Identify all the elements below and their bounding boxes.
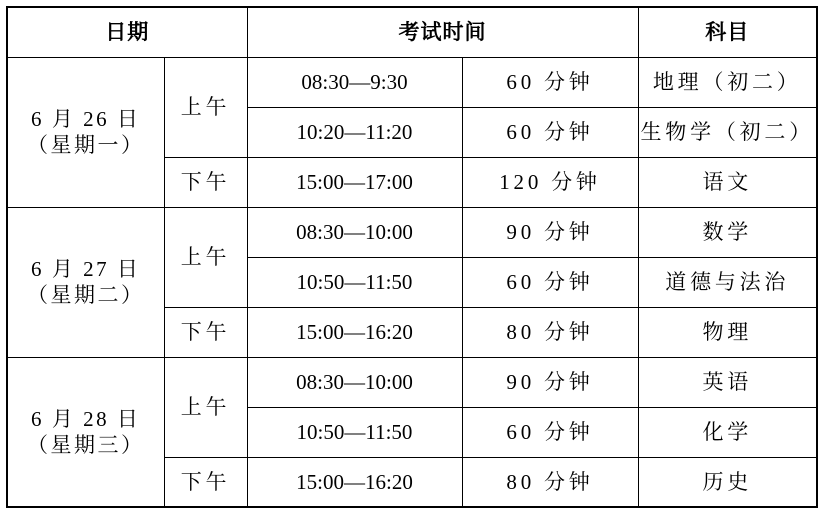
duration-cell: 120 分钟 — [462, 157, 638, 207]
session-cell-morning: 上午 — [164, 207, 247, 307]
date-line-2: （星期三） — [26, 432, 145, 457]
exam-time-cell: 10:50—11:50 — [247, 257, 462, 307]
date-line-1: 6 月 27 日 — [31, 256, 141, 281]
date-cell-jun26 — [7, 57, 164, 207]
exam-time-cell: 10:20—11:20 — [247, 107, 462, 157]
session-cell-morning: 上午 — [164, 357, 247, 457]
duration-cell: 60 分钟 — [462, 407, 638, 457]
duration-cell: 90 分钟 — [462, 357, 638, 407]
date-line-1: 6 月 28 日 — [31, 406, 141, 431]
exam-time-cell: 08:30—10:00 — [247, 207, 462, 257]
exam-time-cell: 15:00—16:20 — [247, 457, 462, 507]
exam-schedule-table — [6, 6, 818, 508]
table-row — [7, 357, 817, 407]
date-line-1: 6 月 26 日 — [31, 106, 141, 131]
date-line-2: （星期二） — [26, 283, 145, 307]
date-line-2: （星期一） — [26, 133, 145, 157]
exam-time-cell: 08:30—9:30 — [247, 57, 462, 107]
duration-cell: 80 分钟 — [462, 457, 638, 507]
table-row — [7, 207, 817, 257]
exam-time-cell: 15:00—16:20 — [247, 307, 462, 357]
header-exam-time: 考试时间 — [247, 7, 638, 57]
duration-cell: 60 分钟 — [462, 257, 638, 307]
subject-cell: 历史 — [638, 457, 817, 507]
subject-cell: 数学 — [638, 207, 817, 257]
subject-cell: 生物学（初二） — [638, 107, 817, 157]
date-cell-jun27 — [7, 207, 164, 357]
duration-cell: 60 分钟 — [462, 57, 638, 107]
subject-cell: 化学 — [638, 407, 817, 457]
header-date: 日期 — [7, 7, 247, 57]
subject-cell: 物理 — [638, 307, 817, 357]
exam-time-cell: 15:00—17:00 — [247, 157, 462, 207]
duration-cell: 90 分钟 — [462, 207, 638, 257]
date-cell-jun28 — [7, 357, 164, 507]
subject-cell: 语文 — [638, 157, 817, 207]
subject-cell: 道德与法治 — [638, 257, 817, 307]
subject-cell: 地理（初二） — [638, 57, 817, 107]
exam-time-cell: 08:30—10:00 — [247, 357, 462, 407]
session-cell-morning: 上午 — [164, 57, 247, 157]
duration-cell: 80 分钟 — [462, 307, 638, 357]
session-cell-afternoon: 下午 — [164, 157, 247, 207]
header-row — [7, 7, 817, 57]
subject-cell: 英语 — [638, 357, 817, 407]
exam-time-cell: 10:50—11:50 — [247, 407, 462, 457]
duration-cell: 60 分钟 — [462, 107, 638, 157]
header-subject: 科目 — [638, 7, 817, 57]
table-row — [7, 57, 817, 107]
session-cell-afternoon: 下午 — [164, 307, 247, 357]
session-cell-afternoon: 下午 — [164, 457, 247, 507]
